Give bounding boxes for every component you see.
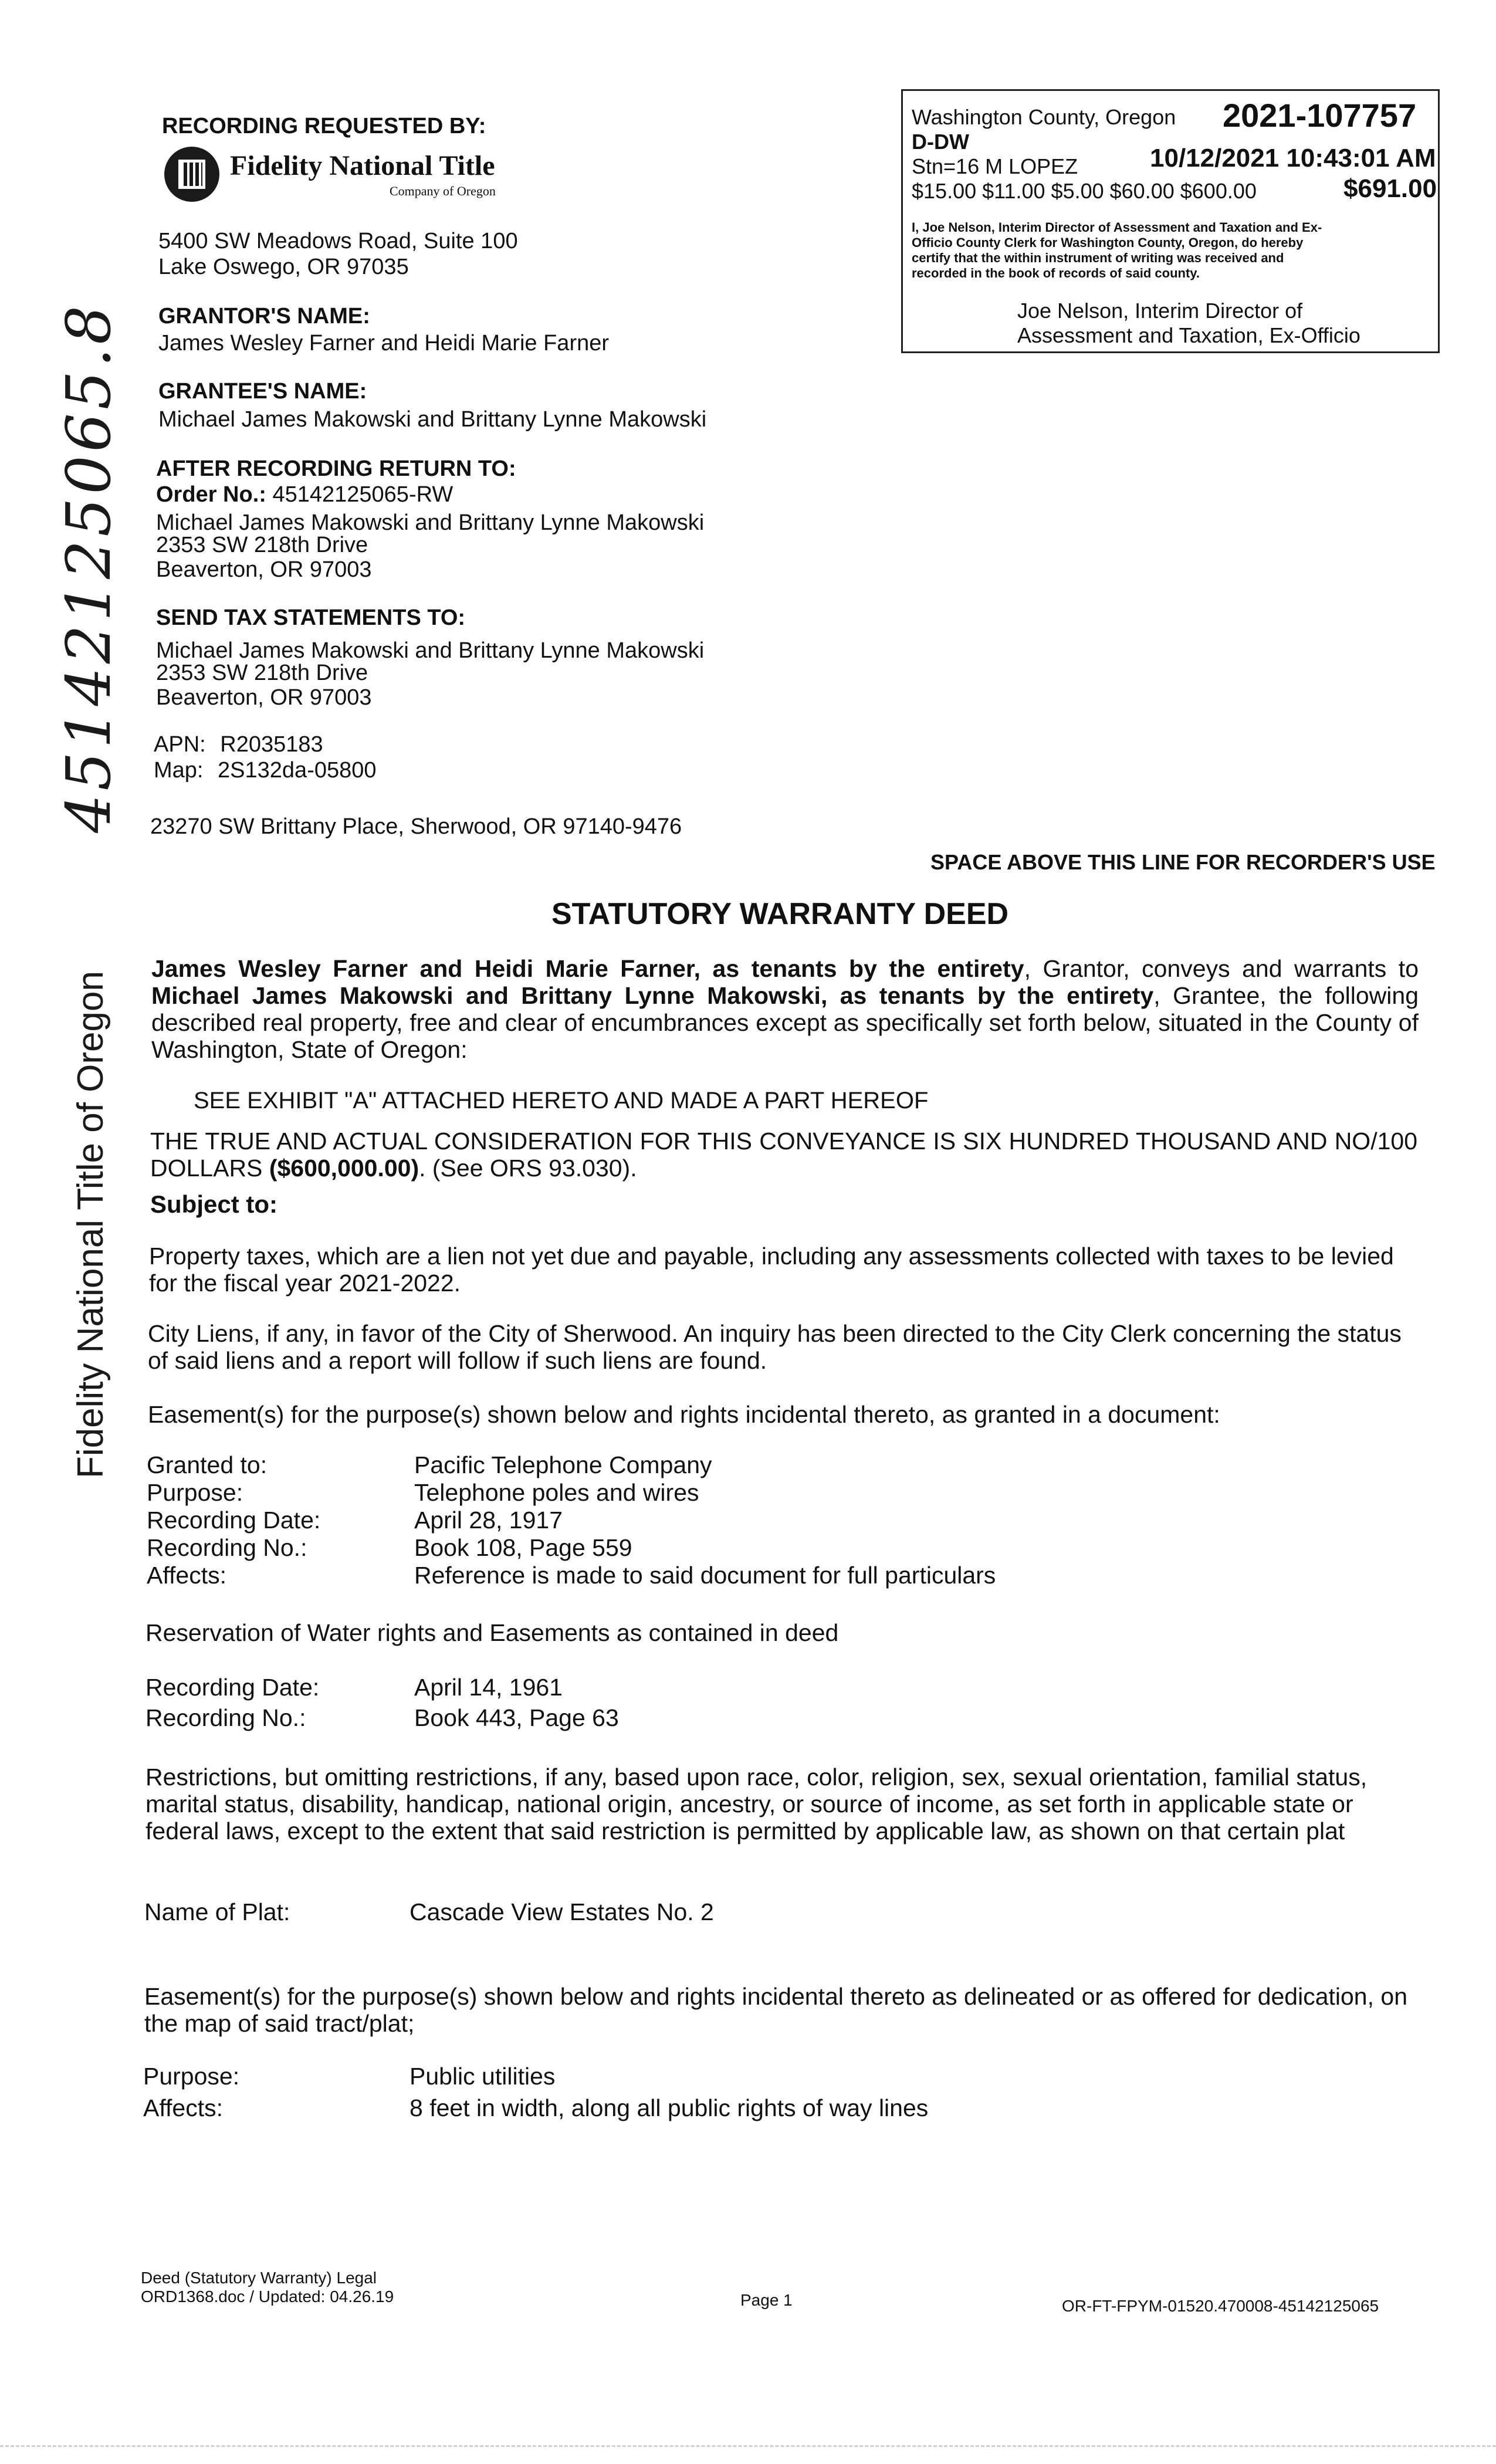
handwritten-order-number: 45142125065.8 [53, 302, 124, 833]
recorder-signer-line1: Joe Nelson, Interim Director of [1017, 299, 1303, 323]
map-value: 2S132da-05800 [218, 758, 377, 783]
restrictions-paragraph: Restrictions, but omitting restrictions, if any, based upon race, color, religion, sex, sexual orientation, familial status, marital status, disability, handicap, national origin, ancestry, or source of income, as set forth in applicable state or federal laws, except to the extent that said restriction is permitted by applicable law, as shown on that certain plat [145, 1764, 1368, 1844]
easement2-intro: Easement(s) for the purpose(s) shown below and rights incidental thereto as delineated or as offered for dedication, on the map of said tract/plat; [144, 1983, 1408, 2037]
recorder-cert-line4: recorded in the book of records of said county. [912, 266, 1200, 280]
conveyance-paragraph [151, 955, 1419, 1063]
recorder-cert-line3: certify that the within instrument of writing was received and [912, 251, 1284, 265]
grantee-label: GRANTEE'S NAME: [158, 379, 367, 404]
order-label: Order No.: [156, 482, 266, 507]
subject-to-heading: Subject to: [150, 1190, 277, 1218]
easement1-value: Reference is made to said document for full particulars [414, 1562, 996, 1589]
easement1-table [147, 1451, 1320, 1589]
conveyance-grantor: James Wesley Farner and Heidi Marie Farner, as tenants by the entirety [151, 955, 1024, 982]
property-address: 23270 SW Brittany Place, Sherwood, OR 97140-9476 [150, 814, 682, 839]
water-rights-value: Book 443, Page 63 [414, 1704, 619, 1731]
recorder-doc-number: 2021-107757 [1223, 97, 1417, 134]
return-city: Beaverton, OR 97003 [156, 557, 372, 582]
water-rights-value: April 14, 1961 [414, 1674, 563, 1701]
easement1-value: April 28, 1917 [414, 1507, 563, 1534]
recorder-county: Washington County, Oregon [912, 105, 1176, 129]
return-street: 2353 SW 218th Drive [156, 533, 368, 557]
water-rights-label: Recording Date: [145, 1674, 320, 1701]
footer-form-name: Deed (Statutory Warranty) Legal [141, 2269, 377, 2287]
water-rights-table [145, 1672, 1319, 1733]
consideration-paragraph [150, 1128, 1417, 1182]
water-rights-intro: Reservation of Water rights and Easements as contained in deed [145, 1619, 839, 1646]
exhibit-reference: SEE EXHIBIT "A" ATTACHED HERETO AND MADE A PART HEREOF [194, 1088, 929, 1113]
conveyance-grantor-text: , Grantor, conveys and warrants to [1024, 955, 1419, 982]
company-logo-text: Fidelity National Title [230, 150, 495, 181]
recording-requested-label: RECORDING REQUESTED BY: [162, 114, 486, 138]
grantee-name: Michael James Makowski and Brittany Lynne Makowski [158, 407, 707, 432]
recorder-cert-line1: I, Joe Nelson, Interim Director of Assessment and Taxation and Ex- [912, 220, 1322, 235]
water-rights-row [145, 1672, 1319, 1703]
company-logo-subtext: Company of Oregon [390, 184, 496, 198]
apn-line [154, 731, 323, 758]
easement2-value: Public utilities [409, 2063, 556, 2090]
after-recording-label: AFTER RECORDING RETURN TO: [156, 456, 516, 481]
return-name: Michael James Makowski and Brittany Lynne Makowski [156, 510, 705, 535]
city-liens-paragraph: City Liens, if any, in favor of the City of Sherwood. An inquiry has been directed to the City Clerk concerning the status of said liens and a report will follow if such liens are found. [148, 1320, 1402, 1374]
water-rights-row [145, 1703, 1319, 1733]
consideration-amount: ($600,000.00) [269, 1155, 419, 1182]
apn-label: APN: [154, 732, 206, 757]
tax-city: Beaverton, OR 97003 [156, 685, 372, 710]
conveyance-grantee-text: , Grantee, the following described real property, free and clear of encumbrances except as specifically set forth below, situated in the County of Washington, State of Oregon: [151, 982, 1419, 1063]
water-rights-label: Recording No.: [145, 1704, 306, 1731]
recorder-station: Stn=16 M LOPEZ [912, 154, 1078, 178]
fidelity-logo-icon [164, 147, 219, 202]
easement1-value: Book 108, Page 559 [414, 1534, 632, 1561]
recorder-cert-line2: Officio County Clerk for Washington County, Oregon, do hereby [912, 235, 1304, 250]
recorder-datetime: 10/12/2021 10:43:01 AM [1150, 144, 1436, 172]
tax-street: 2353 SW 218th Drive [156, 661, 368, 685]
easement1-row [147, 1534, 1320, 1562]
recorder-space-label: SPACE ABOVE THIS LINE FOR RECORDER'S USE [930, 850, 1436, 874]
grantor-name: James Wesley Farner and Heidi Marie Farner [158, 331, 610, 356]
easement1-label: Granted to: [147, 1451, 268, 1478]
recorder-signer-line2: Assessment and Taxation, Ex-Officio [1017, 323, 1360, 347]
map-line [154, 757, 377, 784]
company-address-line2: Lake Oswego, OR 97035 [158, 255, 409, 279]
recorder-doc-type: D-DW [912, 130, 969, 154]
easement2-label: Affects: [143, 2094, 223, 2121]
map-label: Map: [154, 758, 204, 783]
footer-reference: OR-FT-FPYM-01520.470008-45142125065 [1062, 2297, 1379, 2315]
grantor-label: GRANTOR'S NAME: [158, 304, 370, 329]
easement1-row [147, 1451, 1320, 1479]
easement1-label: Affects: [147, 1562, 226, 1589]
plat-value: Cascade View Estates No. 2 [409, 1898, 714, 1925]
margin-company-stamp: Fidelity National Title of Oregon [70, 971, 111, 1478]
easement2-label: Purpose: [143, 2063, 240, 2090]
easement1-row [147, 1507, 1320, 1534]
consideration-text-after: . (See ORS 93.030). [419, 1155, 637, 1182]
easement2-value: 8 feet in width, along all public rights of way lines [409, 2094, 929, 2121]
page-title: STATUTORY WARRANTY DEED [551, 897, 1009, 931]
recorder-total: $691.00 [1343, 174, 1437, 203]
company-address-line1: 5400 SW Meadows Road, Suite 100 [158, 229, 518, 253]
consideration-text: THE TRUE AND ACTUAL CONSIDERATION FOR THIS CONVEYANCE IS SIX HUNDRED THOUSAND AND NO/100 DOLLARS [150, 1128, 1417, 1182]
apn-value: R2035183 [220, 732, 323, 757]
easement2-row [143, 2060, 1316, 2092]
tax-statements-label: SEND TAX STATEMENTS TO: [156, 605, 466, 630]
footer-page-number: Page 1 [740, 2291, 793, 2309]
easement1-value: Telephone poles and wires [414, 1479, 699, 1506]
easement1-row [147, 1479, 1320, 1507]
easement1-intro: Easement(s) for the purpose(s) shown below and rights incidental thereto, as granted in a document: [148, 1401, 1220, 1428]
property-taxes-paragraph: Property taxes, which are a lien not yet due and payable, including any assessments collected with taxes to be levied for the fiscal year 2021-2022. [149, 1243, 1394, 1297]
scan-edge-line [0, 2445, 1496, 2447]
easement1-label: Recording No.: [147, 1534, 307, 1561]
easement2-row [143, 2092, 1316, 2124]
order-number: 45142125065-RW [272, 482, 453, 507]
plat-row [144, 1898, 714, 1925]
order-number-line [156, 481, 453, 508]
easement1-row [147, 1562, 1320, 1589]
conveyance-grantee: Michael James Makowski and Brittany Lynne Makowski, as tenants by the entirety [151, 982, 1154, 1009]
easement1-value: Pacific Telephone Company [414, 1451, 712, 1478]
easement2-table [143, 2060, 1316, 2124]
easement1-label: Recording Date: [147, 1507, 321, 1534]
easement1-label: Purpose: [147, 1479, 243, 1506]
tax-name: Michael James Makowski and Brittany Lynne Makowski [156, 638, 705, 663]
plat-label: Name of Plat: [144, 1898, 290, 1925]
footer-form-file: ORD1368.doc / Updated: 04.26.19 [141, 2287, 394, 2306]
recorder-fees: $15.00 $11.00 $5.00 $60.00 $600.00 [912, 179, 1257, 203]
